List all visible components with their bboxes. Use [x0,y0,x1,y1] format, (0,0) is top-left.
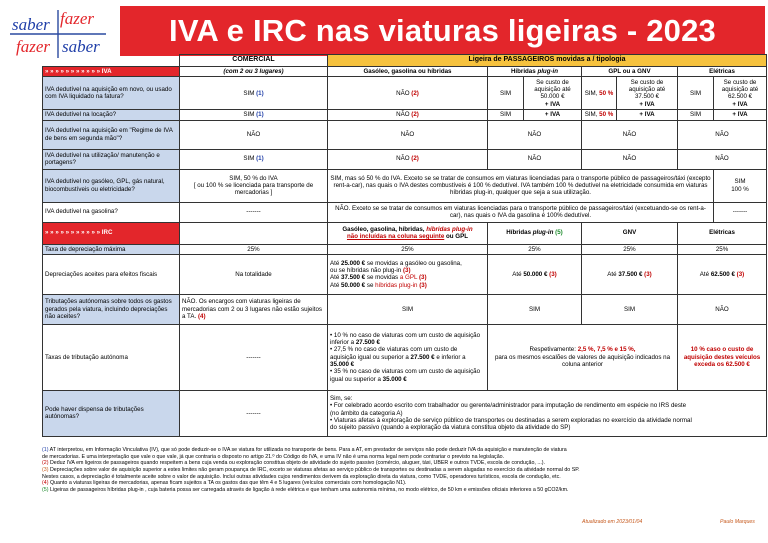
footnote-ref: (5) [42,487,49,494]
cell-value: Se custo de aquisição até 37.500 € [628,78,666,101]
cell-comercial: NÃO [180,120,328,149]
cell-plus: + IVA [639,100,655,108]
cell-hibridas: NÃO [488,120,582,149]
footnote-ref: (1) [42,447,49,453]
footnote-text: Nestes casos, a depreciação é totalmente aceite sobre o valor de aquisição. Inclui outras atividades cujos rendimentos derivem da exploração direta da viatura, como TVDE, operadores turísticos, escola de condução, etc. [42,473,561,480]
note-ref: (3) [644,270,652,278]
cell-eletricas: 10 % caso o custo de aquisição destes veículos exceda os 62.500 € [678,324,767,390]
cell-value: SIM [243,155,255,163]
value: 25.000 € [341,259,366,267]
header-comercial-sub: (com 2 ou 3 lugares) [180,67,328,77]
text: ou se híbridas não plug-in [330,267,402,275]
cell-comercial [180,149,328,169]
logo-word-1: saber [12,15,50,34]
text: Respetivamente: [529,346,576,354]
footnote [42,487,766,494]
cell-gasoleo: 25% [328,244,488,254]
footnote-text: de mercadorias. É uma interpretação que vale o que vale, já que contraria o disposto no artigo 21.º do Código do IVA, e uma IV não é uma norma legal nem pode contrariar o previsto na legislação. [42,453,505,460]
author: Paulo Marques [720,519,755,525]
section-irc: » » » » » » » » » » » IRC [43,222,180,244]
header-text-plugin: híbridas plug-in [426,225,473,233]
cell-gpl-sim [582,77,617,110]
cell-eletricas: NÃO [678,294,767,324]
cell-gpl: NÃO [582,120,678,149]
cell-gasoleo [328,324,488,390]
text: se [366,281,374,289]
table-row [43,169,767,202]
footnote-text: Quanto a viaturas ligeiras de mercadorias, apenas ficam sujeitos a TA os gastos das que têm 4 e 5 lugares (veículos comerciais com homologação N1). [49,480,407,487]
section-iva: » » » » » » » » » » » IVA [43,67,180,77]
cell-plus: + IVA [544,100,561,108]
text: Até [330,259,340,267]
value: 27.500 € [410,353,435,361]
table-row [43,294,767,324]
text: (no âmbito da categoria A) [330,409,403,417]
value: 50.000 € [523,270,548,278]
note-ref: (1) [256,155,264,163]
logo-word-2: fazer [60,9,94,28]
cell-value: SIM [243,111,255,119]
cell-hibridas: NÃO [488,149,582,169]
header-text: Híbridas [506,229,532,237]
note-ref: (3) [418,274,427,282]
cell-value: Se custo de aquisição até 62.500 € [721,78,759,101]
footnote [42,467,766,474]
row-label: Depreciações aceites para efeitos fiscais [43,254,180,294]
header-gpl: GPL ou a GNV [582,67,678,77]
value: 62.500 € [710,270,735,278]
cell-hibridas-sim: SIM [488,110,524,120]
cell-eletricas: ------- [714,202,767,222]
footnote [42,460,766,467]
note-ref: (3) [419,281,427,289]
cell-comercial [180,169,328,202]
cell-value: Se custo de aquisição até 50.000 € [534,78,571,101]
cell-gasoleo [328,149,488,169]
cell-combustiveis: SIM, mas só 50 % do IVA. Exceto se se tratar de consumos em viaturas licenciadas para o transporte público de passageiros/táxi (excepto rent-a-car), nas quais o IVA destes combustíveis é 100 % dedutível. IVA também 100 % dedutível na eletricidade consumida em viaturas híbridas plug-in, qualquer que seja a sua utilização. [328,169,714,202]
header-hibridas-plugin: plug-in [537,68,559,75]
header-hibridas-label: Híbridas [510,68,536,75]
value: 2,5 %, 7,5 % e 15 %, [577,346,636,354]
cell-eletricas: NÃO [678,149,767,169]
cell-gpl-plus: + IVA [617,110,678,120]
comparison-table [42,54,767,437]
note-ref: (3) [736,270,745,278]
cell-value: SIM [734,178,746,186]
text: para os mesmos escalões de valores de aquisição indicados na coluna anterior [494,353,671,369]
footnote-ref: (3) [42,467,49,474]
text: • 27,5 % no caso de viaturas com um custo de aquisição igual ou superior a [330,346,458,361]
cell-hibridas-cond [524,77,582,110]
cell-gnv: 25% [582,244,678,254]
header-eletricas: Elétricas [678,67,767,77]
row-label: IVA dedutível na gasolina? [43,202,180,222]
cell-dispensa [328,390,767,436]
header-text-note: não incluídas na coluna seguinte [346,233,445,241]
value: 35.000 € [382,375,407,383]
footnote [42,447,766,454]
footnote [42,454,766,461]
table-row [43,324,767,390]
cell-hibridas-sim: SIM [488,77,524,110]
cell-comercial [180,294,328,324]
cell-gasoleo: SIM [328,294,488,324]
header-hibridas [488,67,582,77]
table-row [43,244,767,254]
row-label: Pode haver dispensa de tributações autónomas? [43,390,180,436]
cell-gasoleo [328,110,488,120]
cell-value: NÃO [396,89,410,97]
cell-gnv [582,254,678,294]
note-ref: (4) [197,313,206,321]
value: 27.500 € [355,339,380,347]
cell-value: SIM, 50 % do IVA [229,174,278,182]
cell-gpl-sim [582,110,617,120]
text: se movidas a gasóleo ou gasolina, [366,259,462,267]
row-label: IVA dedutível na aquisição em novo, ou usado com IVA liquidado na fatura? [43,77,180,110]
cell-comercial: Na totalidade [180,254,328,294]
header-blank [180,222,328,244]
header-text-gpl: ou GPL [446,233,469,241]
cell-hibridas-gnv [488,324,678,390]
footnote-text: Deduz IVA em ligeiros de passageiros quando respeitem a bens cuja venda ou exploração constitua objeto de atividade do sujeito passivo (comércio, aluguer, táxi, UBER e outros TVDE, escola de condução, ...). [49,460,546,467]
note-ref: (2) [411,155,419,163]
table-row [43,390,767,436]
cell-pct: 50 % [599,89,614,97]
row-label: Taxa de depreciação máxima [43,244,180,254]
page-title: IVA e IRC nas viaturas ligeiras - 2023 [120,6,765,56]
text-gpl: a GPL [399,274,418,282]
text: se movidas [366,274,399,282]
note-ref: (2) [411,111,419,119]
header-text-plugin: plug-in [532,229,554,237]
text-plugin: híbridas plug-in [375,281,418,289]
note-ref: (2) [411,89,419,97]
cell-value: SIM, [584,89,598,97]
row-label: IVA dedutível na aquisição em "Regime de IVA de bens em segunda mão"? [43,120,180,149]
cell-pct: 100 % [731,185,749,193]
footnote-ref: (2) [42,460,49,467]
cell-eletricas-cond [714,77,767,110]
logo-word-4: saber [62,37,100,56]
row-label: IVA dedutível na utilização/ manutenção e portagens? [43,149,180,169]
header-eletricas-irc: Elétricas [678,222,767,244]
row-label: IVA dedutível na locação? [43,110,180,120]
cell-pct: 50 % [599,111,614,119]
cell-gnv: SIM [582,294,678,324]
value: 35.000 € [330,361,355,369]
cell-value-note: [ ou 100 % se licenciada para transporte de mercadorias ] [193,181,314,197]
cell-eletricas [714,169,767,202]
footnote-text: Depreciações sobre valor de aquisição superior a estes limites não geram poupança de IRC, exceto se viaturas afetas ao serviço público de transportes ou destinadas a serem alugadas no exercício da atividade normal do SP. [49,467,580,474]
table-row [43,202,767,222]
text: • 10 % no caso de viaturas com um custo de aquisição inferior a [330,331,481,347]
value: 37.500 € [618,270,643,278]
cell-hibridas-plus: + IVA [524,110,582,120]
cell-comercial [180,77,328,110]
cell-gpl-cond [617,77,678,110]
cell-eletricas-sim: SIM [678,110,714,120]
table-row [43,77,767,110]
table-row [43,110,767,120]
text: do sujeito passivo (quando a exploração da viatura constitua objeto da atividade do SP) [330,424,571,432]
footnote [42,474,766,481]
note-ref: (1) [256,89,264,97]
text: Sim, se: [330,395,353,403]
header-gasoleo: Gasóleo, gasolina ou híbridas [328,67,488,77]
cell-comercial: ------- [180,202,328,222]
cell-value: SIM, [584,111,598,119]
cell-comercial: ------- [180,324,328,390]
footnote [42,480,766,487]
cell-comercial: 25% [180,244,328,254]
cell-value: NÃO. Os encargos com viaturas ligeiras de mercadorias com 2 ou 3 lugares não estão sujeitos a TA. [182,298,322,321]
header-comercial: COMERCIAL [180,55,328,67]
cell-gasoleo [328,77,488,110]
cell-gpl: NÃO [582,149,678,169]
cell-gasoleo: NÃO [328,120,488,149]
text: • For celebrado acordo escrito com trabalhador ou gerente/administrador para imputação de rendimento em espécie no IRS deste [330,402,687,410]
cell-comercial: ------- [180,390,328,436]
updated-date: Atualizado em 2023/01/04 [582,519,643,525]
footnote-text: Ligeiras de passageiros híbridas plug-in , cuja bateria possa ser carregada através de ligação à rede elétrica e que tenham uma autonomia mínima, no modo elétrico, de 50 km e emissões oficiais inferiores a 50 gCO2/km. [49,487,569,494]
row-label: Taxas de tributação autónoma [43,324,180,390]
cell-value: NÃO [396,111,410,119]
cell-eletricas-sim: SIM [678,77,714,110]
cell-eletricas-plus: + IVA [714,110,767,120]
value: 50.000 € [341,281,366,289]
text: e inferior a [436,353,466,361]
header-gasoleo-irc [328,222,488,244]
header-text: Gasóleo, gasolina, híbridas, [342,225,425,233]
table-row [43,254,767,294]
header-gnv-irc: GNV [582,222,678,244]
saber-fazer-logo [4,4,112,60]
cell-eletricas [678,254,767,294]
cell-gasolina: NÃO. Exceto se se tratar de consumos em viaturas licenciadas para o transporte público de passageiros/táxi (excetuando-se os rent-a-car), nas quais o IVA da gasolina é 100% dedutível. [328,202,714,222]
text: Até [607,270,617,278]
text: Até [699,270,710,278]
note-ref: (3) [402,267,411,275]
text: Até [330,274,340,282]
table-row [43,120,767,149]
cell-eletricas: NÃO [678,120,767,149]
header-blank [43,55,180,67]
row-label: Tributações autónomas sobre todos os gastos gerados pela viatura, incluindo depreciações não aceites? [43,294,180,324]
header-passageiros: Ligeira de PASSAGEIROS movidas a / tipologia [328,55,767,67]
cell-plus: + IVA [732,100,748,108]
text: Até [512,270,522,278]
cell-hibridas [488,254,582,294]
cell-comercial [180,110,328,120]
note-ref: (1) [256,111,264,119]
note-ref: (3) [549,270,557,278]
value: 37.500 € [341,274,366,282]
header-hibridas-irc [488,222,582,244]
cell-value: NÃO [396,155,410,163]
table-row [43,149,767,169]
text: • Viaturas afetas à exploração de serviço público de transportes ou destinadas a serem exploradas no exercício da atividade normal [330,417,692,425]
text: Até [330,281,340,289]
cell-hibridas: 25% [488,244,582,254]
footnotes [42,447,766,494]
footnote-ref: (4) [42,480,49,487]
text: • 35 % no caso de viaturas com um custo de aquisição igual ou superior a [330,368,481,383]
cell-value: SIM [243,89,255,97]
cell-eletricas: 25% [678,244,767,254]
footnote-text: AT interpretou, em Informação Vinculativa (IV), que só pode deduzir-se o IVA se viatura for utilizada no transporte de bens. Para a AT, em prestador de serviços não pode deduzir IVA da aquisição e manutenção de viatura [49,447,567,453]
note-ref: (5) [555,229,563,237]
row-label: IVA dedutível no gasóleo, GPL, gás natural, biocombustíveis ou eletricidade? [43,169,180,202]
logo-word-3: fazer [16,37,50,56]
cell-gasoleo [328,254,488,294]
cell-hibridas: SIM [488,294,582,324]
